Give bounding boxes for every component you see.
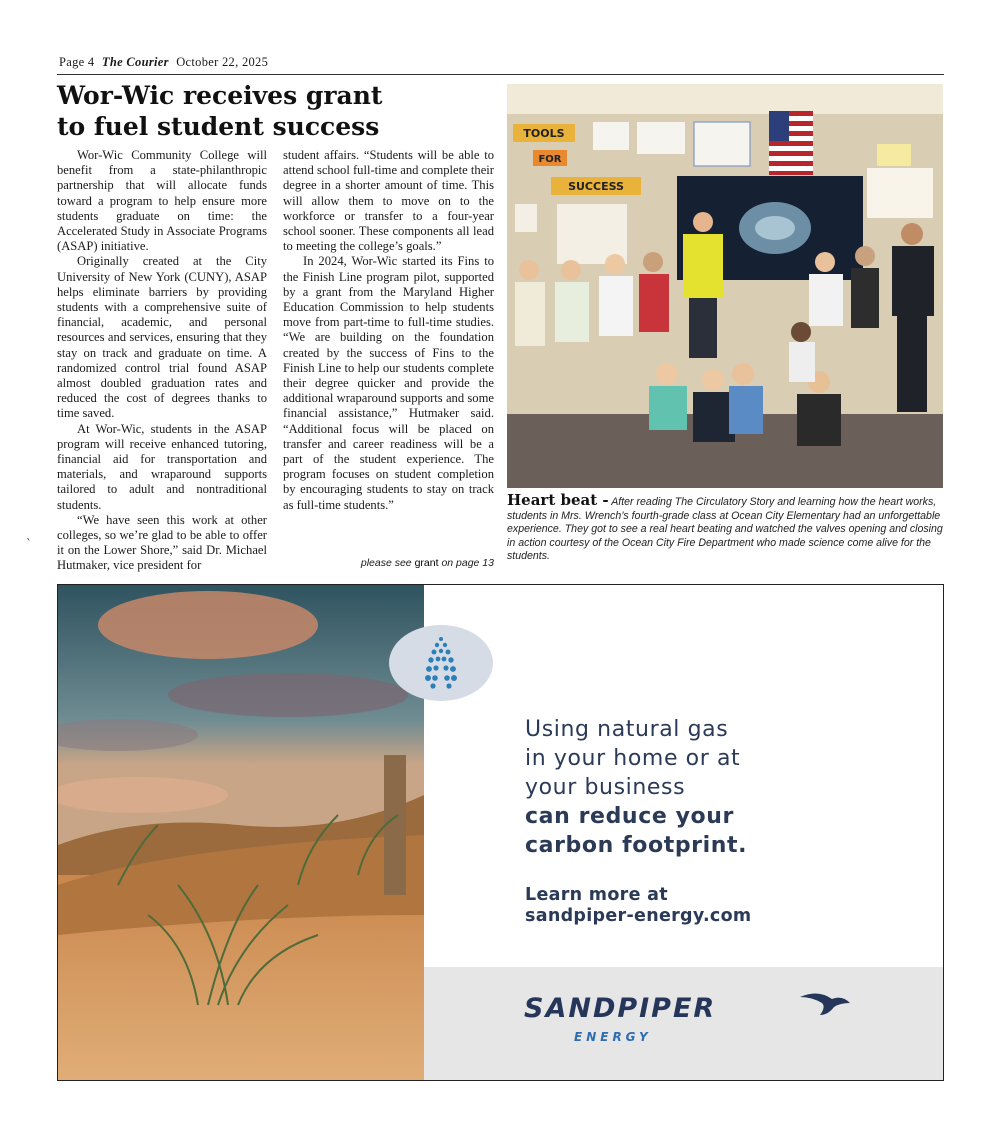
ad-line-5: carbon footprint. [525,833,748,858]
article-column-1 [57,148,267,574]
ad-line-1: Using natural gas [525,717,729,742]
photo-caption [507,491,943,564]
ad-cta[interactable] [525,885,751,927]
jump-line[interactable] [283,557,494,569]
flame-logo-icon [389,625,493,701]
paragraph: “We have seen this work at other colleges, so we’re glad to be able to offer it on the Lower Shore,” said Dr. Michael Hutmaker, vice president for [57,512,267,573]
article-column-2 [283,148,494,513]
folio-rule [57,74,944,75]
ad-line-3: your business [525,775,686,800]
dune-grass-photo [58,585,424,1080]
ad-cta-line-1: Learn more at [525,885,668,905]
jump-pre: please see [360,557,412,569]
caption-title: Heart beat - [507,491,609,509]
jump-keyword: grant [414,557,439,569]
caption-text: After reading The Circulatory Story and learning how the heart works, students in Mrs. Wrench’s fourth-grade class at Ocean City Elementary had an unforgettable experience. They got to see a real heart beating and watched the valves opening and closing in action courtesy of the Ocean City Fire Department who made science come alive for the students. [507,496,943,563]
ad-line-4: can reduce your [525,804,734,829]
sign-tools: TOOLS [523,127,565,140]
stray-mark: ` [26,537,32,551]
jump-post: on page 13 [441,557,494,569]
classroom-photo [507,84,943,488]
sign-success: SUCCESS [568,180,624,193]
headline-line-2: to fuel student success [57,112,380,141]
issue-date: October 22, 2025 [176,55,269,69]
paragraph: student affairs. “Students will be able to attend school full-time and complete their degree in a shorter amount of time. This will allow them to move on to the workforce or transfer to a four-year school sooner. These components all lead to meeting the college’s goals.” [283,148,494,254]
brand-wordmark: SANDPIPER [524,993,717,1024]
paragraph: In 2024, Wor-Wic started its Fins to the Finish Line program pilot, supported by a grant from the Maryland Higher Education Commission to help students move from part-time to full-time studies. “We are building on the foundation created by the success of Fins to the Finish Line to help our students complete their degree quicker and provide the additional wraparound supports and some financial assistance,” Hutmaker said. “Additional focus will be placed on transfer and career readiness will be a part of the student experience. The program focuses on student completion by encouraging students to stay on track as full-time students.” [283,254,494,512]
sign-for: FOR [538,154,562,165]
classroom-photo-illustration [507,84,943,488]
sandpiper-bird-icon [798,989,852,1017]
page-number: Page 4 [59,55,95,69]
paragraph: Wor-Wic Community College will benefit from a state-philanthropic partnership that will allocate funds toward a program to help ensure more students graduate on time: the Accelerated Study in Associate Programs (ASAP) initiative. [57,148,267,254]
paragraph: At Wor-Wic, students in the ASAP program will receive enhanced tutoring, financial aid for transportation and materials, and wraparound supports tailored to adult and nontraditional students. [57,421,267,512]
ad-copy-panel [424,585,943,1080]
paragraph: Originally created at the City University of New York (CUNY), ASAP helps eliminate barriers by providing students with a comprehensive suite of financial, academic, and personal resources and services, ensuring that they stay on track and graduate on time. A randomized control trial found ASAP almost doubled graduation rates and reduced the cost of degrees thanks to time saved. [57,254,267,421]
ad-headline [525,715,925,860]
ad-line-2: in your home or at [525,746,741,771]
brand-subtitle: ENERGY [574,1030,652,1044]
ad-website-link[interactable]: sandpiper-energy.com [525,906,752,926]
page-folio [59,55,268,70]
article-headline [57,80,487,142]
headline-line-1: Wor-Wic receives grant [57,81,383,110]
sandpiper-advertisement[interactable] [57,584,944,1081]
paper-name: The Courier [101,55,169,69]
